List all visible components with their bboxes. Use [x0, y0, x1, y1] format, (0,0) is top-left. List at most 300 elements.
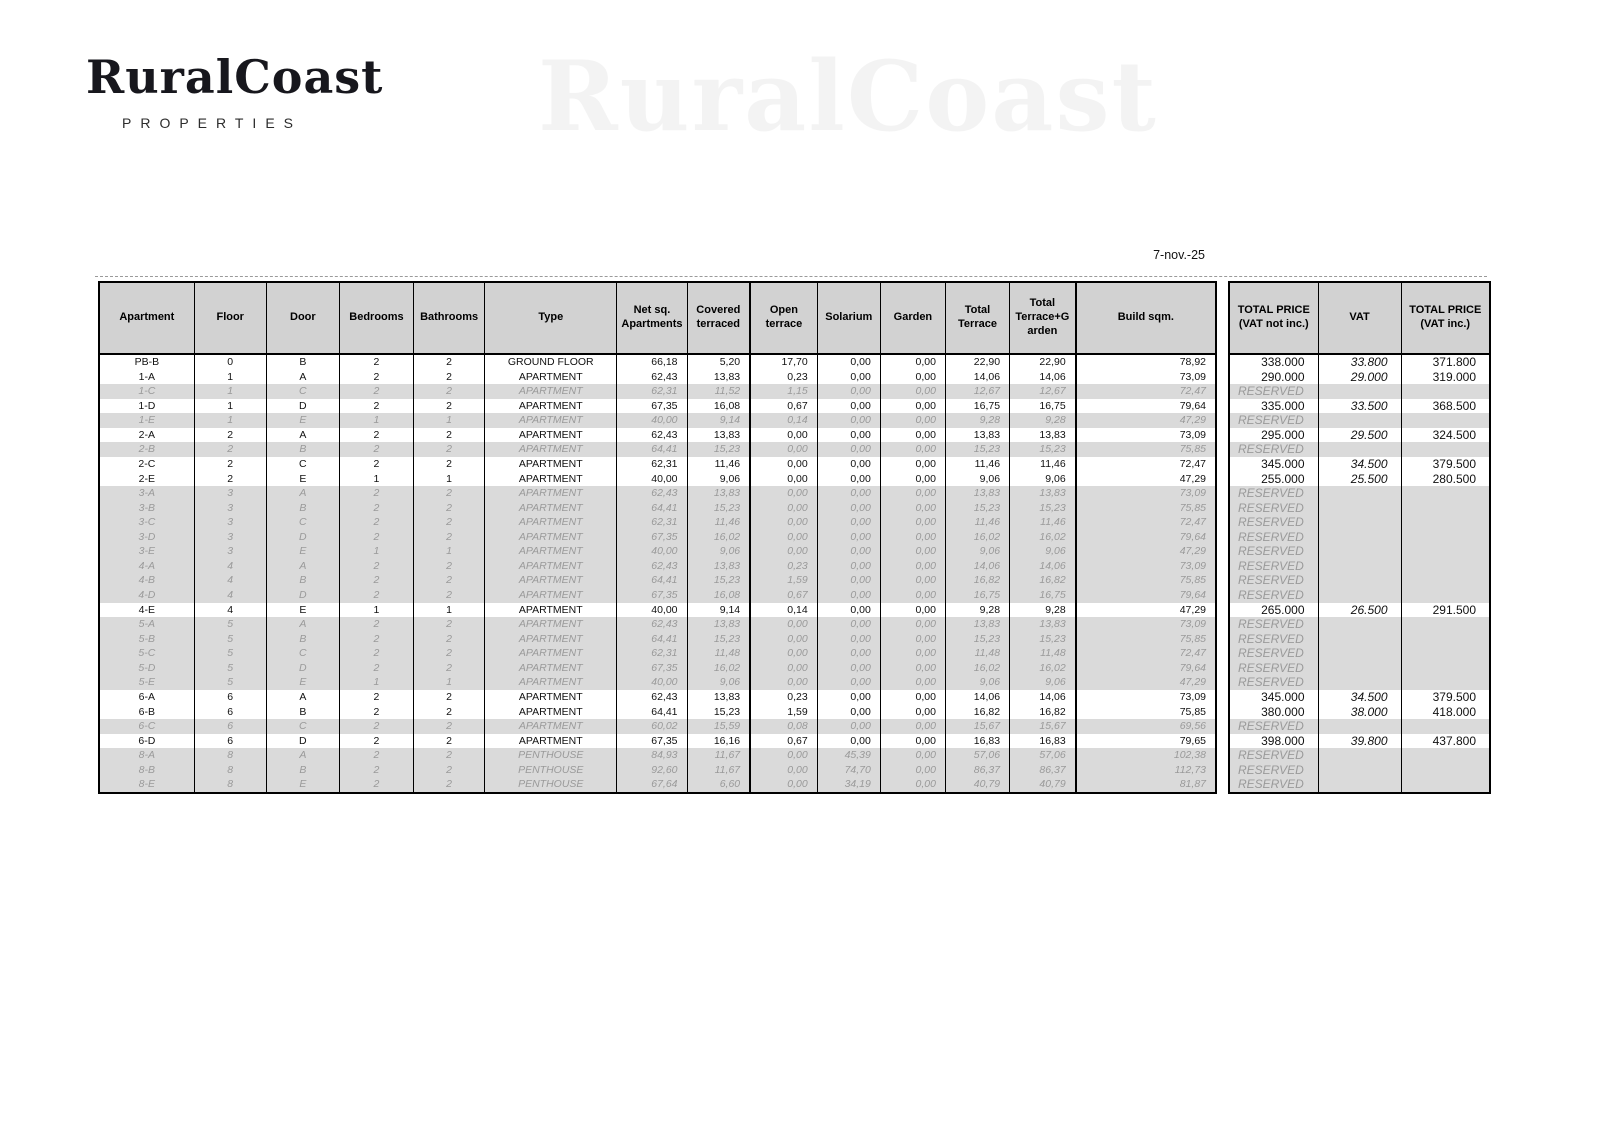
- cell-garden: 0,00: [880, 515, 945, 530]
- cell-build: 75,85: [1076, 501, 1216, 516]
- cell-vat: [1318, 384, 1401, 399]
- cell-net: 67,35: [617, 588, 687, 603]
- cell-door: A: [266, 690, 339, 705]
- cell-garden: 0,00: [880, 573, 945, 588]
- cell-covered: 11,67: [687, 748, 750, 763]
- cell-apartment: 1-C: [99, 384, 194, 399]
- column-header-5: Type: [485, 282, 617, 354]
- cell-apartment: 4-A: [99, 559, 194, 574]
- cell-bedrooms: 2: [339, 777, 413, 793]
- cell-type: APARTMENT: [485, 603, 617, 618]
- cell-total_terrace: 86,37: [945, 763, 1009, 778]
- cell-apartment: 6-C: [99, 719, 194, 734]
- cell-total_terrace_garden: 16,02: [1010, 661, 1076, 676]
- apartment-row: [99, 544, 1216, 559]
- cell-solarium: 0,00: [817, 690, 880, 705]
- cell-net: 64,41: [617, 501, 687, 516]
- price-row: [1229, 442, 1490, 457]
- cell-apartment: 8-E: [99, 777, 194, 793]
- cell-total_terrace: 15,67: [945, 719, 1009, 734]
- cell-apartment: 2-B: [99, 442, 194, 457]
- cell-vat: 26.500: [1318, 603, 1401, 618]
- cell-bathrooms: 2: [414, 501, 485, 516]
- cell-covered: 15,23: [687, 632, 750, 647]
- cell-floor: 1: [194, 413, 266, 428]
- cell-open: 0,00: [750, 661, 817, 676]
- apartment-row: [99, 501, 1216, 516]
- cell-build: 72,47: [1076, 457, 1216, 472]
- cell-floor: 5: [194, 617, 266, 632]
- cell-garden: 0,00: [880, 661, 945, 676]
- cell-vat: 25.500: [1318, 472, 1401, 487]
- cell-net: 64,41: [617, 442, 687, 457]
- cell-build: 73,09: [1076, 370, 1216, 385]
- price-row: [1229, 501, 1490, 516]
- cell-solarium: 0,00: [817, 486, 880, 501]
- cell-floor: 1: [194, 384, 266, 399]
- cell-net: 67,35: [617, 661, 687, 676]
- cell-bathrooms: 2: [414, 705, 485, 720]
- cell-bedrooms: 2: [339, 632, 413, 647]
- price-column-header-0: TOTAL PRICE (VAT not inc.): [1229, 282, 1318, 354]
- price-row: [1229, 413, 1490, 428]
- cell-garden: 0,00: [880, 399, 945, 414]
- cell-total-price: 335.000: [1261, 398, 1305, 413]
- price-row: [1229, 646, 1490, 661]
- cell-apartment: 8-A: [99, 748, 194, 763]
- apartment-row: [99, 675, 1216, 690]
- cell-vat: [1318, 544, 1401, 559]
- cell-floor: 1: [194, 370, 266, 385]
- price-row: [1229, 515, 1490, 530]
- cell-bathrooms: 2: [414, 763, 485, 778]
- price-row: [1229, 559, 1490, 574]
- cell-type: APARTMENT: [485, 384, 617, 399]
- cell-open: 0,23: [750, 690, 817, 705]
- cell-garden: 0,00: [880, 354, 945, 370]
- cell-bathrooms: 1: [414, 472, 485, 487]
- cell-total_terrace: 9,28: [945, 413, 1009, 428]
- cell-total_terrace_garden: 16,82: [1010, 573, 1076, 588]
- cell-floor: 1: [194, 399, 266, 414]
- cell-net: 92,60: [617, 763, 687, 778]
- cell-floor: 2: [194, 472, 266, 487]
- cell-garden: 0,00: [880, 472, 945, 487]
- cell-door: D: [266, 588, 339, 603]
- cell-bedrooms: 2: [339, 457, 413, 472]
- price-row: [1229, 573, 1490, 588]
- cell-vat: [1318, 530, 1401, 545]
- column-header-1: Floor: [194, 282, 266, 354]
- cell-net: 40,00: [617, 544, 687, 559]
- apartment-row: [99, 530, 1216, 545]
- price-row: [1229, 457, 1490, 472]
- price-row: [1229, 603, 1490, 618]
- price-row: [1229, 777, 1490, 793]
- cell-build: 72,47: [1076, 646, 1216, 661]
- cell-total_terrace: 16,82: [945, 573, 1009, 588]
- column-header-13: Build sqm.: [1076, 282, 1216, 354]
- cell-solarium: 0,00: [817, 734, 880, 749]
- cell-covered: 15,59: [687, 719, 750, 734]
- cell-floor: 0: [194, 354, 266, 370]
- price-row: [1229, 763, 1490, 778]
- cell-solarium: 0,00: [817, 632, 880, 647]
- cell-total_terrace: 13,83: [945, 428, 1009, 443]
- cell-garden: 0,00: [880, 544, 945, 559]
- cell-covered: 9,06: [687, 675, 750, 690]
- cell-price-inc: 437.800: [1401, 734, 1490, 749]
- cell-total_terrace_garden: 9,28: [1010, 603, 1076, 618]
- cell-build: 78,92: [1076, 354, 1216, 370]
- cell-vat: 33.800: [1318, 354, 1401, 370]
- cell-price-inc: [1401, 777, 1490, 793]
- apartment-row: [99, 690, 1216, 705]
- cell-solarium: 0,00: [817, 472, 880, 487]
- cell-type: APARTMENT: [485, 501, 617, 516]
- apartment-row: [99, 588, 1216, 603]
- cell-door: A: [266, 748, 339, 763]
- cell-bathrooms: 2: [414, 399, 485, 414]
- cell-bathrooms: 2: [414, 442, 485, 457]
- cell-bedrooms: 2: [339, 661, 413, 676]
- price-row: [1229, 428, 1490, 443]
- cell-floor: 4: [194, 588, 266, 603]
- cell-bedrooms: 2: [339, 734, 413, 749]
- cell-garden: 0,00: [880, 559, 945, 574]
- cell-price-inc: [1401, 486, 1490, 501]
- apartment-row: [99, 428, 1216, 443]
- cell-covered: 11,67: [687, 763, 750, 778]
- cell-bedrooms: 2: [339, 399, 413, 414]
- cell-bathrooms: 1: [414, 603, 485, 618]
- cell-price-inc: [1401, 632, 1490, 647]
- apartment-row: [99, 486, 1216, 501]
- column-header-11: Total Terrace: [945, 282, 1009, 354]
- cell-covered: 9,14: [687, 603, 750, 618]
- cell-solarium: 0,00: [817, 501, 880, 516]
- cell-floor: 3: [194, 501, 266, 516]
- cell-type: APARTMENT: [485, 705, 617, 720]
- apartment-row: [99, 442, 1216, 457]
- cell-garden: 0,00: [880, 690, 945, 705]
- reserved-label: RESERVED: [1229, 544, 1318, 559]
- cell-build: 79,64: [1076, 661, 1216, 676]
- reserved-label: RESERVED: [1229, 413, 1318, 428]
- cell-type: APARTMENT: [485, 486, 617, 501]
- cell-total_terrace: 14,06: [945, 559, 1009, 574]
- cell-open: 0,00: [750, 646, 817, 661]
- cell-build: 47,29: [1076, 544, 1216, 559]
- reserved-label: RESERVED: [1229, 632, 1318, 647]
- cell-vat: [1318, 763, 1401, 778]
- cell-vat: [1318, 777, 1401, 793]
- cell-vat: [1318, 617, 1401, 632]
- cell-solarium: 0,00: [817, 370, 880, 385]
- cell-garden: 0,00: [880, 588, 945, 603]
- cell-vat: 29.500: [1318, 428, 1401, 443]
- cell-apartment: 5-E: [99, 675, 194, 690]
- cell-floor: 5: [194, 646, 266, 661]
- cell-apartment: 8-B: [99, 763, 194, 778]
- cell-vat: 34.500: [1318, 457, 1401, 472]
- cell-apartment: 5-B: [99, 632, 194, 647]
- cell-vat: [1318, 559, 1401, 574]
- cell-total_terrace: 40,79: [945, 777, 1009, 793]
- cell-total_terrace_garden: 11,46: [1010, 515, 1076, 530]
- cell-open: 0,14: [750, 413, 817, 428]
- cell-bathrooms: 2: [414, 632, 485, 647]
- cell-price-inc: [1401, 719, 1490, 734]
- cell-type: APARTMENT: [485, 457, 617, 472]
- cell-vat: 29.000: [1318, 370, 1401, 385]
- cell-open: 0,14: [750, 603, 817, 618]
- cell-build: 75,85: [1076, 573, 1216, 588]
- cell-vat: [1318, 661, 1401, 676]
- cell-price-inc: [1401, 559, 1490, 574]
- column-header-6: Net sq. Apartments: [617, 282, 687, 354]
- cell-covered: 11,48: [687, 646, 750, 661]
- cell-bedrooms: 1: [339, 544, 413, 559]
- cell-open: 0,00: [750, 632, 817, 647]
- reserved-label: RESERVED: [1229, 777, 1318, 793]
- cell-covered: 9,06: [687, 472, 750, 487]
- cell-total_terrace: 11,48: [945, 646, 1009, 661]
- cell-total_terrace: 9,06: [945, 544, 1009, 559]
- cell-price-inc: [1401, 646, 1490, 661]
- cell-type: APARTMENT: [485, 646, 617, 661]
- cell-total_terrace_garden: 14,06: [1010, 690, 1076, 705]
- cell-price-inc: 291.500: [1401, 603, 1490, 618]
- cell-total-price: 380.000: [1261, 704, 1305, 719]
- cell-bathrooms: 1: [414, 544, 485, 559]
- cell-covered: 16,16: [687, 734, 750, 749]
- cell-apartment: 6-B: [138, 705, 155, 718]
- cell-price-inc: [1401, 442, 1490, 457]
- cell-vat: 39.800: [1318, 734, 1401, 749]
- cell-bathrooms: 2: [414, 748, 485, 763]
- apartment-row: [99, 705, 1216, 720]
- cell-bathrooms: 2: [414, 530, 485, 545]
- cell-garden: 0,00: [880, 763, 945, 778]
- cell-open: 0,00: [750, 530, 817, 545]
- cell-build: 73,09: [1076, 690, 1216, 705]
- cell-solarium: 0,00: [817, 530, 880, 545]
- cell-total_terrace: 13,83: [945, 617, 1009, 632]
- cell-net: 64,41: [617, 632, 687, 647]
- cell-total_terrace_garden: 15,67: [1010, 719, 1076, 734]
- cell-open: 0,00: [750, 617, 817, 632]
- cell-garden: 0,00: [880, 705, 945, 720]
- cell-type: APARTMENT: [485, 515, 617, 530]
- cell-net: 67,35: [617, 530, 687, 545]
- column-header-9: Solarium: [817, 282, 880, 354]
- cell-bedrooms: 2: [339, 486, 413, 501]
- cell-bedrooms: 2: [339, 442, 413, 457]
- cell-bedrooms: 2: [339, 530, 413, 545]
- page-break-line: [95, 276, 1487, 277]
- cell-door: B: [266, 501, 339, 516]
- cell-total_terrace_garden: 9,06: [1010, 472, 1076, 487]
- column-header-10: Garden: [880, 282, 945, 354]
- cell-price-inc: [1401, 384, 1490, 399]
- reserved-label: RESERVED: [1229, 573, 1318, 588]
- cell-solarium: 0,00: [817, 559, 880, 574]
- cell-apartment: 1-D: [138, 399, 156, 412]
- cell-door: A: [266, 370, 339, 385]
- cell-type: APARTMENT: [485, 370, 617, 385]
- cell-type: PENTHOUSE: [485, 777, 617, 793]
- cell-bedrooms: 1: [339, 603, 413, 618]
- cell-covered: 6,60: [687, 777, 750, 793]
- cell-total_terrace_garden: 16,02: [1010, 530, 1076, 545]
- cell-vat: [1318, 588, 1401, 603]
- cell-bathrooms: 2: [414, 588, 485, 603]
- price-row: [1229, 399, 1490, 414]
- cell-door: C: [266, 646, 339, 661]
- cell-open: 0,00: [750, 501, 817, 516]
- cell-floor: 3: [194, 515, 266, 530]
- cell-build: 75,85: [1076, 632, 1216, 647]
- cell-apartment: 3-B: [99, 501, 194, 516]
- cell-floor: 3: [194, 544, 266, 559]
- cell-apartment: 2-E: [138, 472, 155, 485]
- column-header-0: Apartment: [99, 282, 194, 354]
- cell-build: 102,38: [1076, 748, 1216, 763]
- cell-total_terrace_garden: 16,75: [1010, 588, 1076, 603]
- cell-vat: 34.500: [1318, 690, 1401, 705]
- logo-text: RuralCoast: [86, 50, 384, 104]
- cell-net: 62,43: [617, 690, 687, 705]
- logo-subtitle: PROPERTIES: [122, 114, 302, 131]
- cell-door: C: [266, 515, 339, 530]
- cell-floor: 4: [194, 559, 266, 574]
- cell-bathrooms: 2: [414, 457, 485, 472]
- cell-covered: 11,52: [687, 384, 750, 399]
- cell-type: APARTMENT: [485, 530, 617, 545]
- cell-floor: 3: [194, 530, 266, 545]
- price-row: [1229, 486, 1490, 501]
- cell-door: D: [266, 399, 339, 414]
- cell-garden: 0,00: [880, 675, 945, 690]
- cell-total-price: 290.000: [1261, 369, 1305, 384]
- apartment-row: [99, 413, 1216, 428]
- cell-solarium: 0,00: [817, 646, 880, 661]
- cell-total_terrace_garden: 11,48: [1010, 646, 1076, 661]
- cell-vat: [1318, 719, 1401, 734]
- cell-solarium: 0,00: [817, 515, 880, 530]
- cell-total-price: 398.000: [1261, 733, 1305, 748]
- cell-type: PENTHOUSE: [485, 763, 617, 778]
- cell-covered: 16,08: [687, 399, 750, 414]
- cell-solarium: 0,00: [817, 675, 880, 690]
- cell-total_terrace: 9,28: [945, 603, 1009, 618]
- cell-type: APARTMENT: [485, 399, 617, 414]
- cell-open: 0,00: [750, 515, 817, 530]
- cell-covered: 16,02: [687, 661, 750, 676]
- apartment-row: [99, 748, 1216, 763]
- cell-build: 73,09: [1076, 617, 1216, 632]
- cell-bathrooms: 2: [414, 690, 485, 705]
- watermark-text: [538, 40, 1158, 153]
- cell-garden: 0,00: [880, 646, 945, 661]
- cell-door: B: [266, 573, 339, 588]
- cell-total_terrace: 11,46: [945, 515, 1009, 530]
- cell-type: APARTMENT: [485, 544, 617, 559]
- cell-total_terrace_garden: 57,06: [1010, 748, 1076, 763]
- cell-total_terrace_garden: 11,46: [1010, 457, 1076, 472]
- apartment-row: [99, 573, 1216, 588]
- cell-total-price: 295.000: [1261, 427, 1305, 442]
- apartment-row: [99, 777, 1216, 793]
- cell-open: 0,67: [750, 399, 817, 414]
- cell-apartment: 2-A: [138, 428, 155, 441]
- cell-bathrooms: 2: [414, 486, 485, 501]
- cell-apartment: 6-D: [138, 734, 156, 747]
- price-row: [1229, 354, 1490, 370]
- cell-solarium: 0,00: [817, 573, 880, 588]
- cell-door: E: [266, 675, 339, 690]
- cell-total-price: 345.000: [1261, 456, 1305, 471]
- apartment-row: [99, 734, 1216, 749]
- cell-price-inc: [1401, 530, 1490, 545]
- cell-door: E: [266, 603, 339, 618]
- price-row: [1229, 675, 1490, 690]
- cell-net: 40,00: [617, 413, 687, 428]
- cell-garden: 0,00: [880, 734, 945, 749]
- cell-price-inc: 368.500: [1401, 399, 1490, 414]
- cell-price-inc: 319.000: [1401, 370, 1490, 385]
- apartment-row: [99, 354, 1216, 370]
- cell-bathrooms: 2: [414, 354, 485, 370]
- cell-price-inc: [1401, 413, 1490, 428]
- cell-vat: [1318, 501, 1401, 516]
- cell-garden: 0,00: [880, 777, 945, 793]
- reserved-label: RESERVED: [1229, 748, 1318, 763]
- cell-type: APARTMENT: [485, 675, 617, 690]
- cell-garden: 0,00: [880, 457, 945, 472]
- cell-door: C: [266, 457, 339, 472]
- cell-bedrooms: 2: [339, 428, 413, 443]
- cell-bathrooms: 2: [414, 559, 485, 574]
- cell-vat: 33.500: [1318, 399, 1401, 414]
- cell-bedrooms: 1: [339, 472, 413, 487]
- price-table: [1228, 281, 1491, 794]
- reserved-label: RESERVED: [1229, 675, 1318, 690]
- cell-total_terrace_garden: 15,23: [1010, 632, 1076, 647]
- cell-covered: 13,83: [687, 559, 750, 574]
- cell-garden: 0,00: [880, 413, 945, 428]
- cell-garden: 0,00: [880, 501, 945, 516]
- cell-floor: 8: [194, 763, 266, 778]
- cell-open: 0,00: [750, 748, 817, 763]
- column-header-7: Covered terraced: [687, 282, 750, 354]
- cell-net: 62,31: [617, 515, 687, 530]
- cell-type: APARTMENT: [485, 719, 617, 734]
- cell-bathrooms: 1: [414, 413, 485, 428]
- cell-bedrooms: 2: [339, 646, 413, 661]
- cell-price-inc: [1401, 748, 1490, 763]
- cell-garden: 0,00: [880, 486, 945, 501]
- company-logo: [86, 52, 383, 131]
- cell-solarium: 34,19: [817, 777, 880, 793]
- cell-covered: 5,20: [687, 354, 750, 370]
- cell-bathrooms: 2: [414, 734, 485, 749]
- cell-type: APARTMENT: [485, 413, 617, 428]
- cell-total_terrace_garden: 9,28: [1010, 413, 1076, 428]
- price-row: [1229, 705, 1490, 720]
- cell-bedrooms: 2: [339, 573, 413, 588]
